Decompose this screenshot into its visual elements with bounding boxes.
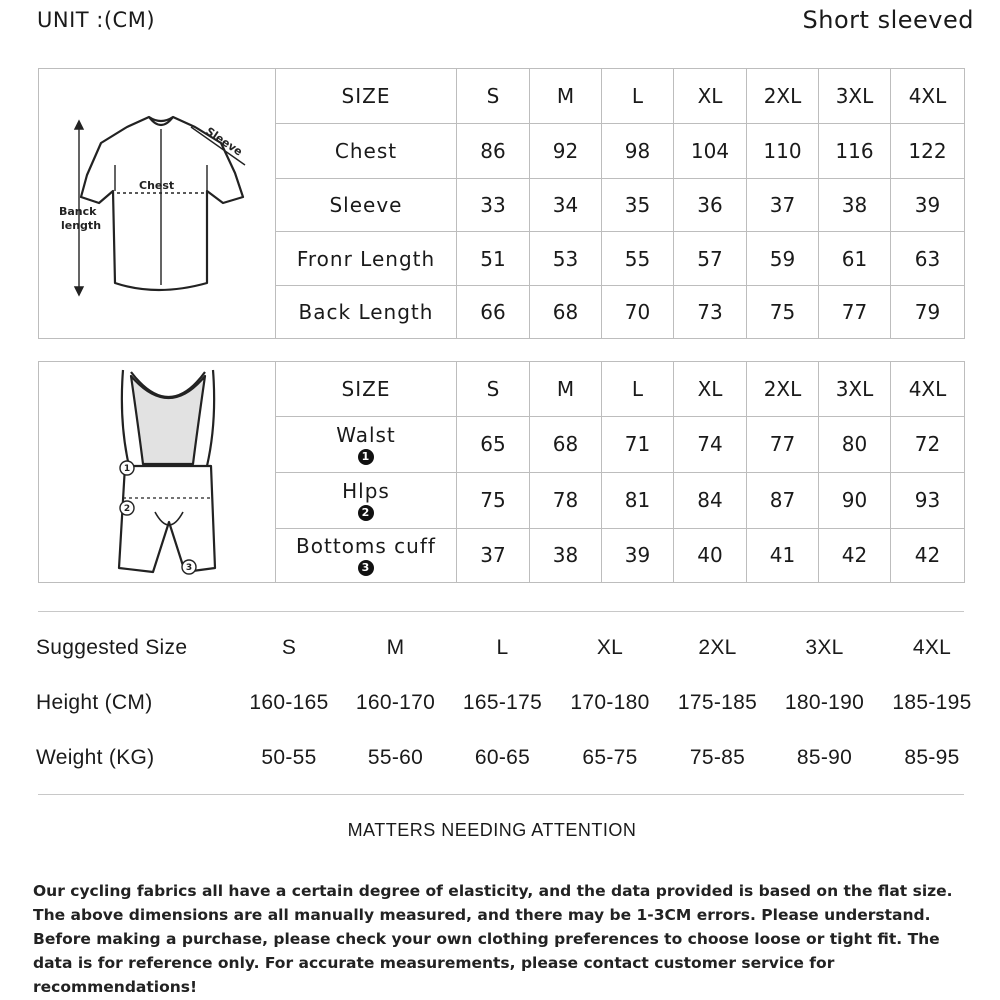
back-length-diagram-label-line1: Banck <box>59 205 97 218</box>
row-label: Fronr Length <box>276 232 457 286</box>
cell-value: 73 <box>674 286 747 339</box>
cell-value: 79 <box>891 286 965 339</box>
cell-value: 110 <box>747 123 819 178</box>
bib-strap-right <box>207 370 214 466</box>
cell-value: 160-170 <box>355 690 436 714</box>
attention-text: Our cycling fabrics all have a certain degree of elasticity, and the data provided is based on the flat size. The above dimensions are all manually measured, and there may be 1-3CM errors. Please understand. Before making a purchase, please check your own clothing preferences to choose loose or tight fit. The data is for reference only. For accurate measurements, please contact customer service for recommendations! <box>33 882 953 996</box>
cell-value: 180-190 <box>784 690 865 714</box>
cell-value: 170-180 <box>570 690 650 714</box>
bib-mesh-panel <box>131 376 205 464</box>
cell-value: 66 <box>457 286 530 339</box>
cell-value: 61 <box>819 232 891 286</box>
bib-header-xl: XL <box>674 362 747 417</box>
cell-value: 65 <box>457 416 530 472</box>
sleeve-diagram-label: Sleeve <box>203 124 245 159</box>
bib-header-l: L <box>602 362 674 417</box>
jersey-header-4xl: 4XL <box>891 69 965 124</box>
jersey-diagram <box>39 69 275 333</box>
bib-header-4xl: 4XL <box>891 362 965 417</box>
chest-diagram-label: Chest <box>139 179 175 192</box>
waist-mark-badge: 1 <box>358 449 374 465</box>
cell-value: 81 <box>602 472 674 528</box>
cell-value: 50-55 <box>261 745 317 769</box>
bib-header-s: S <box>457 362 530 417</box>
cell-value: 55-60 <box>367 745 424 769</box>
cell-value: 75-85 <box>689 745 746 769</box>
cell-value: 160-165 <box>249 690 329 714</box>
row-label: Sleeve <box>276 178 457 232</box>
bib-header-m: M <box>530 362 602 417</box>
row-label: Height (CM) <box>36 690 153 714</box>
cell-value: 55 <box>602 232 674 286</box>
cell-value: 85-90 <box>796 745 853 769</box>
cell-value: L <box>496 635 509 659</box>
cell-value: 39 <box>891 178 965 232</box>
cell-value: 37 <box>747 178 819 232</box>
cell-value: 68 <box>530 286 602 339</box>
cell-value: 38 <box>819 178 891 232</box>
cell-value: 35 <box>602 178 674 232</box>
bib-size-table <box>38 361 965 583</box>
cell-value: 68 <box>530 416 602 472</box>
cell-value: 57 <box>674 232 747 286</box>
row-label: Walst <box>336 423 396 448</box>
cell-value: 77 <box>819 286 891 339</box>
cell-value: 78 <box>530 472 602 528</box>
cell-value: 65-75 <box>582 745 638 769</box>
back-length-diagram-label-line2: length <box>61 219 102 232</box>
bib-strap-left <box>122 370 129 466</box>
cell-value: 116 <box>819 123 891 178</box>
cell-value: 53 <box>530 232 602 286</box>
hips-diagram-mark: 2 <box>123 504 131 514</box>
bib-header-3xl: 3XL <box>819 362 891 417</box>
cell-value: 74 <box>674 416 747 472</box>
hips-mark-badge: 2 <box>358 505 374 521</box>
cell-value: 75 <box>747 286 819 339</box>
cell-value: 104 <box>674 123 747 178</box>
weight-row <box>36 730 986 785</box>
bib-header-2xl: 2XL <box>747 362 819 417</box>
cell-value: 175-185 <box>677 690 758 714</box>
cuff-mark-badge: 3 <box>358 560 374 576</box>
suggested-size-table <box>36 620 986 785</box>
cell-value: 72 <box>891 416 965 472</box>
cell-value: 4XL <box>912 635 952 659</box>
jersey-diagram-cell <box>39 69 276 339</box>
jersey-header-size: SIZE <box>276 69 457 124</box>
row-label-cell <box>276 472 457 528</box>
cell-value: 71 <box>602 416 674 472</box>
cell-value: 85-95 <box>904 745 960 769</box>
row-label-cell <box>276 528 457 582</box>
cell-value: 122 <box>891 123 965 178</box>
row-label: Weight (KG) <box>36 745 155 769</box>
unit-label: UNIT :(CM) <box>37 8 156 32</box>
cell-value: 37 <box>457 528 530 582</box>
cuff-diagram-mark: 3 <box>185 563 193 573</box>
bib-diagram-cell <box>39 362 276 583</box>
cell-value: 93 <box>891 472 965 528</box>
bib-shorts-diagram <box>39 362 275 577</box>
cell-value: 84 <box>674 472 747 528</box>
row-label: Bottoms cuff <box>296 534 436 559</box>
divider-bottom <box>38 794 964 795</box>
jersey-header-m: M <box>530 69 602 124</box>
cell-value: 34 <box>530 178 602 232</box>
row-label-cell <box>276 416 457 472</box>
cell-value: 80 <box>819 416 891 472</box>
cell-value: 77 <box>747 416 819 472</box>
cell-value: 59 <box>747 232 819 286</box>
cell-value: 40 <box>674 528 747 582</box>
jersey-size-table <box>38 68 965 339</box>
bib-header-size: SIZE <box>276 362 457 417</box>
cell-value: 185-195 <box>892 690 972 714</box>
jersey-header-l: L <box>602 69 674 124</box>
row-label: Suggested Size <box>36 635 188 659</box>
cell-value: 86 <box>457 123 530 178</box>
style-label: Short sleeved <box>802 6 974 34</box>
height-row <box>36 675 986 730</box>
cell-value: 90 <box>819 472 891 528</box>
cell-value: 39 <box>602 528 674 582</box>
row-label: Back Length <box>276 286 457 339</box>
cell-value: 63 <box>891 232 965 286</box>
cell-value: 33 <box>457 178 530 232</box>
cell-value: S <box>281 635 297 659</box>
jersey-header-xl: XL <box>674 69 747 124</box>
cell-value: 51 <box>457 232 530 286</box>
jersey-header-3xl: 3XL <box>819 69 891 124</box>
cell-value: M <box>386 635 405 659</box>
row-label: Chest <box>276 123 457 178</box>
bib-shorts-outline <box>119 466 215 572</box>
cell-value: 70 <box>602 286 674 339</box>
divider-top <box>38 611 964 612</box>
cell-value: 60-65 <box>474 745 531 769</box>
cell-value: 98 <box>602 123 674 178</box>
cell-value: 75 <box>457 472 530 528</box>
cell-value: 92 <box>530 123 602 178</box>
cell-value: XL <box>596 635 624 659</box>
cell-value: 38 <box>530 528 602 582</box>
suggested-size-row <box>36 620 986 675</box>
jersey-header-2xl: 2XL <box>747 69 819 124</box>
attention-title: MATTERS NEEDING ATTENTION <box>347 820 637 840</box>
cell-value: 42 <box>819 528 891 582</box>
cell-value: 42 <box>891 528 965 582</box>
waist-diagram-mark: 1 <box>123 464 131 474</box>
cell-value: 3XL <box>805 635 844 659</box>
jersey-header-s: S <box>457 69 530 124</box>
cell-value: 41 <box>747 528 819 582</box>
cell-value: 87 <box>747 472 819 528</box>
row-label: Hlps <box>342 479 390 504</box>
cell-value: 2XL <box>698 635 737 659</box>
cell-value: 36 <box>674 178 747 232</box>
cell-value: 165-175 <box>462 690 543 714</box>
